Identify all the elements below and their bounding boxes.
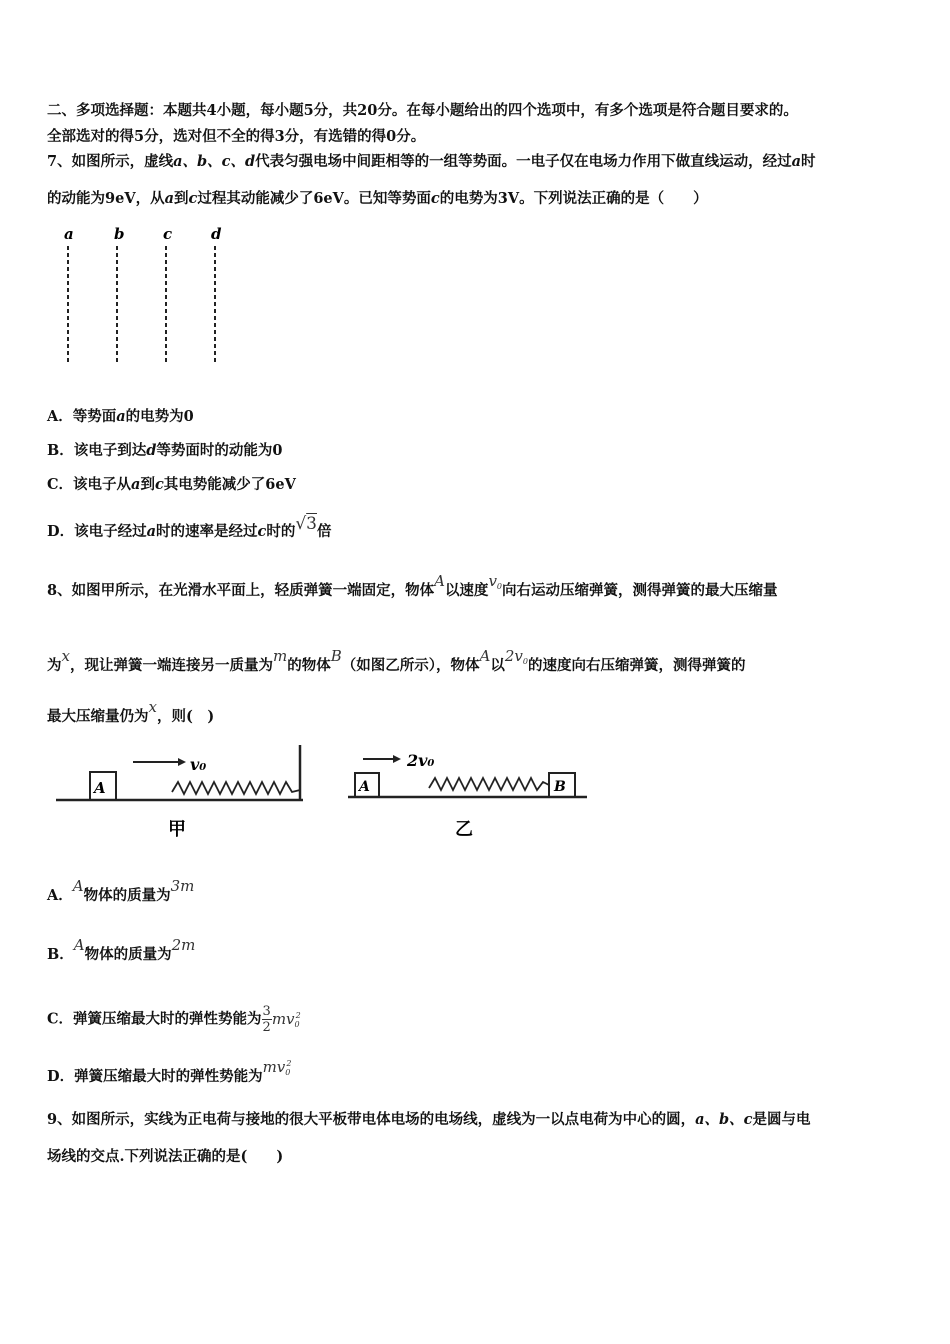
- spring: [429, 778, 549, 790]
- q7-option-a[interactable]: A．等势面a的电势为0: [47, 408, 194, 425]
- velocity-arrowhead: [178, 758, 186, 766]
- sqrt-symbol: √3: [295, 514, 317, 534]
- caption-jia: 甲: [168, 819, 186, 840]
- q7-equipotential-figure: [50, 222, 250, 372]
- q7-option-b[interactable]: B．该电子到达d等势面时的动能为0: [47, 442, 283, 459]
- velocity-label: 2v₀: [407, 751, 435, 770]
- q7-option-d[interactable]: D．该电子经过a时的速率是经过c时的√3倍: [47, 514, 332, 540]
- q7-option-c[interactable]: C．该电子从a到c其电势能减少了6eV: [47, 476, 296, 493]
- q8-figure-jia: [50, 740, 310, 840]
- q7-stem-line2: 的动能为9eV，从a到c过程其动能减少了6eV。已知等势面c的电势为3V。下列说法正确的是（ ）: [47, 190, 708, 207]
- q8-option-a[interactable]: A．A物体的质量为3m: [47, 877, 195, 904]
- label-c: c: [163, 225, 173, 243]
- caption-yi: 乙: [455, 819, 473, 840]
- label-d: d: [211, 225, 222, 243]
- spring: [172, 782, 300, 794]
- section-header-line2: 全部选对的得5分，选对但不全的得3分，有选错的得0分。: [47, 128, 426, 145]
- q8-option-b[interactable]: B．A物体的质量为2m: [47, 936, 196, 963]
- block-a-label: A: [359, 779, 370, 795]
- block-a-label: A: [94, 779, 106, 797]
- q8-stem-line2: 为x，现让弹簧一端连接另一质量为m的物体B（如图乙所示），物体A以$2v_0$的速度向右压缩弹簧，测得弹簧的: [47, 647, 746, 674]
- velocity-arrowhead: [393, 755, 401, 763]
- label-a: a: [64, 225, 74, 243]
- q8-figure-yi: [345, 740, 605, 840]
- q7-stem-line1: 7、如图所示，虚线a、b、c、d代表匀强电场中间距相等的一组等势面。一电子仅在电场力作用下做直线运动，经过a时: [47, 153, 816, 170]
- q9-stem-line1: 9、如图所示，实线为正电荷与接地的很大平板带电体电场的电场线，虚线为一以点电荷为中心的圆，a、b、c是圆与电: [47, 1111, 811, 1128]
- q9-stem-line2: 场线的交点.下列说法正确的是( ): [47, 1148, 284, 1165]
- q8-option-c[interactable]: C．弹簧压缩最大时的弹性势能为 $\frac{3}{2}$ $mv_0^2$: [47, 1004, 301, 1035]
- section-header-line1: 二、多项选择题：本题共4小题，每小题5分，共20分。在每小题给出的四个选项中，有多个选项是符合题目要求的。: [47, 102, 798, 119]
- q8-stem-line3: 最大压缩量仍为x，则( ): [47, 698, 215, 725]
- q8-option-d[interactable]: D．弹簧压缩最大时的弹性势能为$mv_0^2$: [47, 1058, 292, 1085]
- label-b: b: [114, 225, 125, 243]
- velocity-label: v₀: [190, 755, 207, 774]
- q8-stem-line1: 8、如图甲所示，在光滑水平面上，轻质弹簧一端固定，物体A以速度$v_0$向右运动压缩弹簧，测得弹簧的最大压缩量: [47, 572, 778, 599]
- block-b-label: B: [554, 779, 566, 795]
- fraction-three-halves: $\frac{3}{2}$: [262, 1004, 271, 1035]
